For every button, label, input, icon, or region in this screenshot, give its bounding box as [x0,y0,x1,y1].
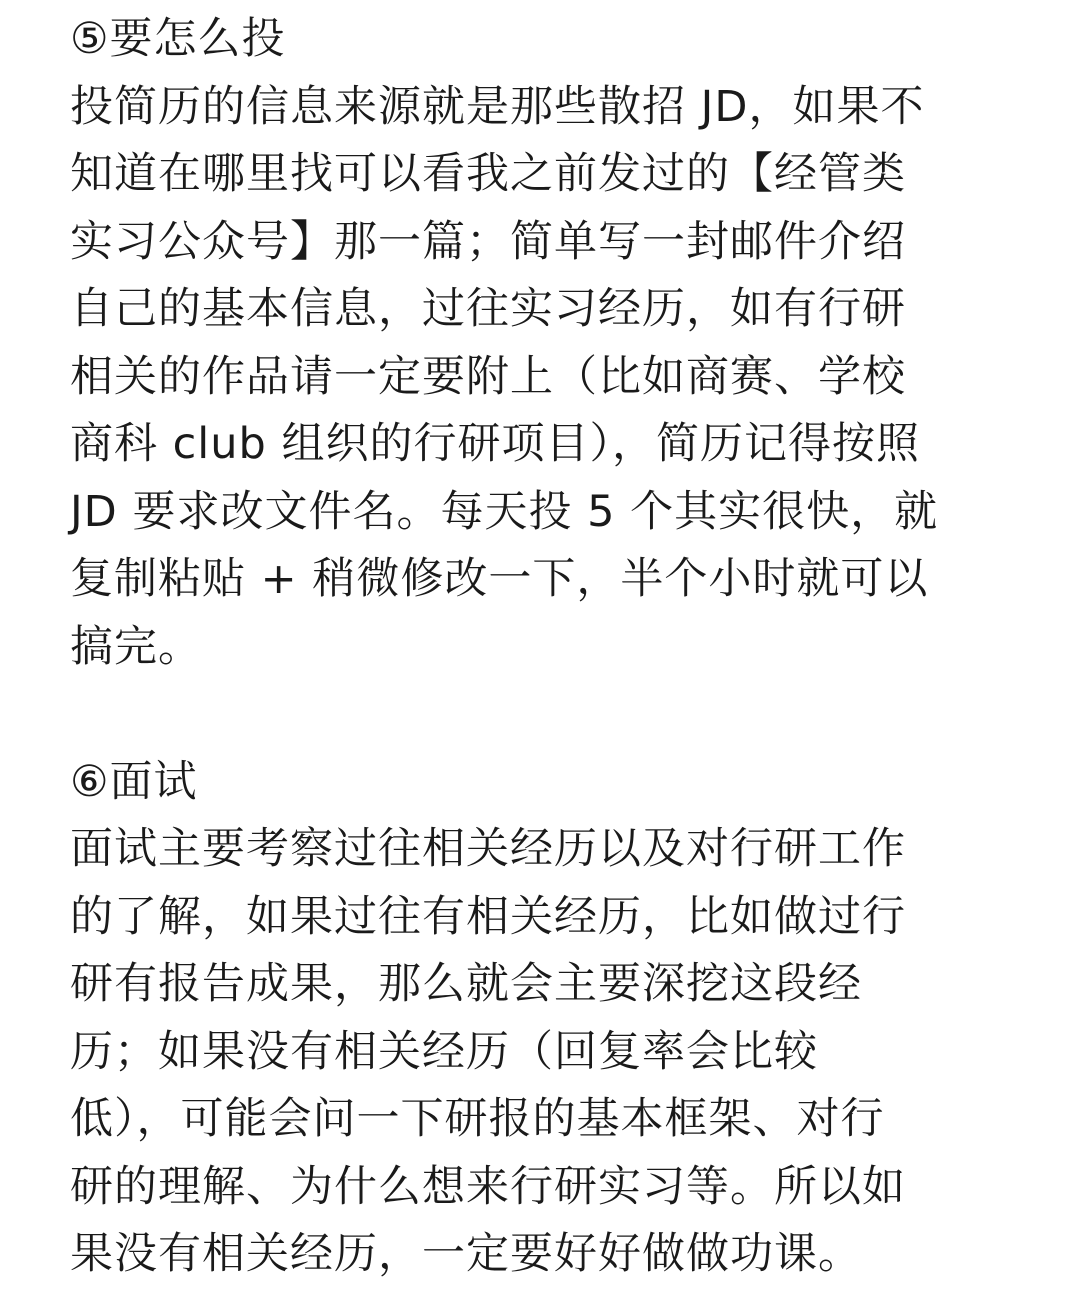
article-body [70,6,1030,1289]
paragraph-line: 果没有相关经历，一定要好好做做功课。 [70,1229,862,1279]
paragraph-line: 自己的基本信息，过往实习经历，如有行研 [70,284,906,334]
paragraph-line: 投简历的信息来源就是那些散招 JD，如果不 [70,81,925,132]
paragraph-line: 面试主要考察过往相关经历以及对行研工作 [70,824,906,874]
section-heading: ⑥面试 [70,756,198,807]
paragraph-line: 知道在哪里找可以看我之前发过的【经管类 [70,149,906,199]
paragraph-line: 商科 club 组织的行研项目），简历记得按照 [70,419,920,469]
paragraph-line: 低），可能会问一下研报的基本框架、对行 [70,1094,885,1144]
paragraph-line: 相关的作品请一定要附上（比如商赛、学校 [70,351,906,402]
section-interview [70,749,1030,1289]
paragraph-line: 实习公众号】那一篇；简单写一封邮件介绍 [70,216,906,267]
section-heading: ⑤要怎么投 [70,14,286,64]
section-how-to-apply [70,6,1030,681]
paragraph-line: 搞完。 [70,621,202,672]
paragraph-line: JD 要求改文件名。每天投 5 个其实很快，就 [70,486,939,537]
paragraph-line: 复制粘贴 + 稍微修改一下，半个小时就可以 [70,554,929,604]
paragraph-line: 历；如果没有相关经历（回复率会比较 [70,1026,818,1077]
paragraph-line: 研有报告成果，那么就会主要深挖这段经 [70,959,862,1009]
section-spacer [70,681,1030,749]
paragraph-line: 的了解，如果过往有相关经历，比如做过行 [70,891,906,942]
paragraph-line: 研的理解、为什么想来行研实习等。所以如 [70,1161,906,1212]
